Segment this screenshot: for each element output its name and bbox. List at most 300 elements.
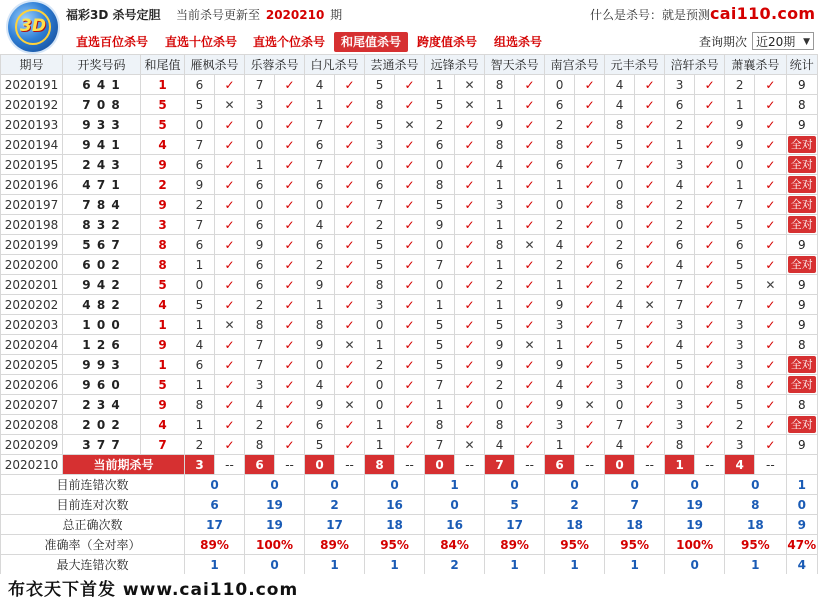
check-icon: ✓ [695,275,725,295]
kill-number-cell: 1 [425,295,455,315]
kill-number-cell: 1 [365,415,395,435]
kill-number-cell: 7 [665,275,695,295]
check-icon: ✓ [575,195,605,215]
kill-number-cell: 5 [425,195,455,215]
issue-cell: 2020202 [1,295,63,315]
check-icon: ✓ [215,335,245,355]
check-icon: ✓ [515,355,545,375]
draw-number-cell: 1 2 6 [63,335,141,355]
check-icon: ✓ [575,295,605,315]
check-icon: ✓ [215,135,245,155]
kill-number-cell: 7 [725,295,755,315]
summary-value: 19 [665,515,725,535]
kill-number-cell: 2 [605,275,635,295]
check-icon: ✓ [455,235,485,255]
current-kill-number: 6 [245,455,275,475]
summary-value: 0 [545,475,605,495]
summary-value: 89% [485,535,545,555]
table-body [1,75,818,595]
pending-dash: -- [515,455,545,475]
check-icon: ✓ [395,415,425,435]
current-period-label: 当前期杀号 [63,455,185,475]
issue-cell: 2020197 [1,195,63,215]
tail-value-cell: 4 [141,415,185,435]
pending-dash: -- [335,455,365,475]
kill-number-cell: 9 [485,355,515,375]
check-icon: ✓ [215,415,245,435]
check-icon: ✓ [395,135,425,155]
kill-number-cell: 8 [245,315,275,335]
check-icon: ✓ [755,175,786,195]
kill-number-cell: 3 [245,95,275,115]
kill-number-cell: 5 [605,355,635,375]
kill-number-cell: 2 [365,355,395,375]
cross-icon: ✕ [575,395,605,415]
summary-value: 0 [725,475,786,495]
table-row [1,255,818,275]
check-icon: ✓ [635,215,665,235]
check-icon: ✓ [755,195,786,215]
kill-number-cell: 6 [305,415,335,435]
summary-value: 16 [365,495,425,515]
check-icon: ✓ [275,215,305,235]
kill-number-cell: 3 [545,315,575,335]
check-icon: ✓ [755,235,786,255]
check-icon: ✓ [275,295,305,315]
check-icon: ✓ [635,135,665,155]
draw-number-cell: 9 4 2 [63,275,141,295]
table-row [1,315,818,335]
pending-dash: -- [635,455,665,475]
check-icon: ✓ [455,215,485,235]
summary-value: 0 [605,475,665,495]
tab-4[interactable]: 和尾值杀号 [334,32,408,52]
summary-value: 17 [185,515,245,535]
all-correct-badge: 全对 [788,216,816,233]
check-icon: ✓ [635,95,665,115]
cross-icon: ✕ [215,95,245,115]
kill-number-cell: 3 [245,375,275,395]
tail-value-cell: 1 [141,75,185,95]
draw-number-cell: 4 8 2 [63,295,141,315]
kill-number-cell: 7 [185,215,215,235]
tail-value-cell: 1 [141,315,185,335]
summary-label: 目前连对次数 [1,495,185,515]
summary-value: 1 [365,555,425,575]
check-icon: ✓ [575,215,605,235]
check-icon: ✓ [755,255,786,275]
issue-cell: 2020209 [1,435,63,455]
kill-number-cell: 8 [365,275,395,295]
kill-number-cell: 0 [485,395,515,415]
all-correct-badge: 全对 [788,376,816,393]
check-icon: ✓ [635,155,665,175]
kill-number-cell: 8 [605,195,635,215]
pending-dash: -- [695,455,725,475]
stat-cell [786,355,817,375]
table-row [1,335,818,355]
check-icon: ✓ [275,195,305,215]
column-header: 元丰杀号 [605,55,665,75]
draw-number-cell: 3 7 7 [63,435,141,455]
kill-number-cell: 0 [365,155,395,175]
kill-number-cell: 5 [605,335,635,355]
check-icon: ✓ [635,195,665,215]
cross-icon: ✕ [455,435,485,455]
current-issue-cell: 2020210 [1,455,63,475]
kill-number-cell: 9 [305,335,335,355]
check-icon: ✓ [515,415,545,435]
kill-number-cell: 3 [665,395,695,415]
pending-dash: -- [275,455,305,475]
check-icon: ✓ [395,355,425,375]
kill-number-cell: 7 [245,355,275,375]
summary-value: 9 [786,515,817,535]
table-row [1,155,818,175]
check-icon: ✓ [275,395,305,415]
summary-value: 1 [185,555,245,575]
check-icon: ✓ [335,275,365,295]
check-icon: ✓ [635,375,665,395]
kill-number-cell: 6 [425,135,455,155]
tail-value-cell: 5 [141,375,185,395]
summary-label: 总正确次数 [1,515,185,535]
column-header: 期号 [1,55,63,75]
check-icon: ✓ [515,215,545,235]
check-icon: ✓ [635,75,665,95]
kill-number-cell: 1 [185,255,215,275]
summary-value: 1 [485,555,545,575]
kill-number-cell: 7 [425,255,455,275]
issue-cell: 2020208 [1,415,63,435]
check-icon: ✓ [575,135,605,155]
check-icon: ✓ [335,295,365,315]
table-row [1,215,818,235]
promo-caption: 什么是杀号：就是预测 [590,8,711,22]
check-icon: ✓ [395,335,425,355]
kill-number-cell: 0 [605,215,635,235]
check-icon: ✓ [575,75,605,95]
cross-icon: ✕ [515,335,545,355]
check-icon: ✓ [755,75,786,95]
kill-number-cell: 8 [485,135,515,155]
kill-number-cell: 7 [305,155,335,175]
draw-number-cell: 2 0 2 [63,415,141,435]
kill-number-cell: 1 [545,275,575,295]
summary-value: 1 [425,475,485,495]
kill-number-cell: 5 [725,255,755,275]
check-icon: ✓ [755,155,786,175]
kill-number-cell: 9 [305,275,335,295]
check-icon: ✓ [275,355,305,375]
all-correct-badge: 全对 [788,136,816,153]
check-icon: ✓ [335,155,365,175]
kill-number-cell: 6 [305,135,335,155]
kill-number-cell: 9 [725,115,755,135]
kill-number-cell: 1 [305,295,335,315]
check-icon: ✓ [455,295,485,315]
pending-dash: -- [755,455,786,475]
check-icon: ✓ [335,175,365,195]
kill-number-cell: 0 [365,395,395,415]
check-icon: ✓ [335,95,365,115]
kill-number-cell: 0 [185,275,215,295]
kill-number-cell: 5 [365,115,395,135]
draw-number-cell: 6 0 2 [63,255,141,275]
kill-number-cell: 2 [665,115,695,135]
kill-number-cell: 0 [305,355,335,375]
check-icon: ✓ [215,175,245,195]
check-icon: ✓ [455,395,485,415]
check-icon: ✓ [275,315,305,335]
stat-cell [786,135,817,155]
kill-number-cell: 1 [725,175,755,195]
kill-number-cell: 6 [185,75,215,95]
check-icon: ✓ [215,275,245,295]
kill-number-cell: 5 [425,95,455,115]
check-icon: ✓ [695,135,725,155]
kill-number-cell: 2 [425,115,455,135]
kill-number-cell: 7 [725,195,755,215]
all-correct-badge: 全对 [788,196,816,213]
check-icon: ✓ [455,195,485,215]
cross-icon: ✕ [455,95,485,115]
kill-number-cell: 9 [245,235,275,255]
summary-value: 95% [725,535,786,555]
table-row [1,395,818,415]
period-label: 查询期次 [699,35,748,49]
check-icon: ✓ [215,195,245,215]
kill-number-cell: 6 [725,235,755,255]
summary-value: 0 [185,475,245,495]
summary-value: 1 [545,555,605,575]
column-header: 智天杀号 [485,55,545,75]
draw-number-cell: 8 3 2 [63,215,141,235]
table-row [1,295,818,315]
check-icon: ✓ [455,275,485,295]
current-kill-number: 4 [725,455,755,475]
draw-number-cell: 9 6 0 [63,375,141,395]
kill-number-cell: 5 [665,355,695,375]
summary-value: 6 [185,495,245,515]
check-icon: ✓ [695,195,725,215]
tail-value-cell: 4 [141,135,185,155]
draw-number-cell: 9 9 3 [63,355,141,375]
tail-value-cell: 9 [141,395,185,415]
kill-number-cell: 9 [185,175,215,195]
summary-value: 4 [786,555,817,575]
kill-number-cell: 8 [665,435,695,455]
check-icon: ✓ [395,435,425,455]
check-icon: ✓ [695,335,725,355]
check-icon: ✓ [695,155,725,175]
check-icon: ✓ [515,255,545,275]
tail-value-cell: 1 [141,355,185,375]
issue-cell: 2020201 [1,275,63,295]
stat-cell: 9 [786,275,817,295]
kill-number-cell: 7 [245,75,275,95]
kill-number-cell: 4 [245,395,275,415]
current-kill-number: 0 [425,455,455,475]
check-icon: ✓ [755,295,786,315]
current-kill-number: 1 [665,455,695,475]
kill-number-cell: 4 [605,75,635,95]
kill-number-cell: 9 [545,355,575,375]
check-icon: ✓ [695,75,725,95]
kill-number-cell: 6 [245,175,275,195]
kill-number-cell: 9 [485,115,515,135]
summary-label: 目前连错次数 [1,475,185,495]
check-icon: ✓ [515,115,545,135]
kill-number-cell: 6 [665,235,695,255]
kill-number-cell: 4 [305,75,335,95]
kill-number-cell: 4 [665,335,695,355]
table-row [1,375,818,395]
pending-dash: -- [395,455,425,475]
check-icon: ✓ [695,435,725,455]
check-icon: ✓ [575,335,605,355]
kill-number-cell: 1 [485,175,515,195]
kill-number-cell: 1 [365,435,395,455]
check-icon: ✓ [575,315,605,335]
check-icon: ✓ [575,155,605,175]
check-icon: ✓ [275,275,305,295]
kill-number-cell: 2 [365,215,395,235]
stat-cell [786,415,817,435]
kill-number-cell: 0 [365,315,395,335]
cross-icon: ✕ [635,295,665,315]
draw-number-cell: 2 4 3 [63,155,141,175]
tab-6[interactable]: 组选杀号 [494,35,543,49]
check-icon: ✓ [275,95,305,115]
kill-number-cell: 6 [305,175,335,195]
issue-cell: 2020193 [1,115,63,135]
tab-5[interactable]: 跨度值杀号 [417,35,478,49]
summary-value: 19 [245,495,305,515]
check-icon: ✓ [455,415,485,435]
summary-value: 2 [425,555,485,575]
check-icon: ✓ [215,115,245,135]
kill-number-cell: 3 [365,135,395,155]
cross-icon: ✕ [515,235,545,255]
kill-number-cell: 2 [245,295,275,315]
check-icon: ✓ [695,395,725,415]
kill-number-cell: 2 [185,435,215,455]
table-row [1,275,818,295]
check-icon: ✓ [755,415,786,435]
check-icon: ✓ [755,95,786,115]
kill-number-cell: 1 [245,155,275,175]
kill-number-cell: 5 [425,315,455,335]
all-correct-badge: 全对 [788,156,816,173]
kill-number-cell: 5 [725,395,755,415]
summary-value: 89% [185,535,245,555]
kill-number-cell: 6 [545,95,575,115]
tail-value-cell: 5 [141,95,185,115]
stat-cell: 9 [786,435,817,455]
check-icon: ✓ [515,155,545,175]
tab-1[interactable]: 直选百位杀号 [76,35,149,49]
draw-number-cell: 2 3 4 [63,395,141,415]
kill-number-cell: 4 [605,295,635,315]
kill-number-cell: 0 [245,195,275,215]
kill-number-cell: 3 [665,75,695,95]
all-correct-badge: 全对 [788,256,816,273]
tab-3[interactable]: 直选个位杀号 [253,35,326,49]
promo-site-link[interactable]: cai110.com [710,4,816,23]
kill-number-cell: 6 [185,155,215,175]
kill-number-cell: 4 [605,95,635,115]
summary-value: 100% [245,535,305,555]
table-row [1,135,818,155]
check-icon: ✓ [695,315,725,335]
kill-number-cell: 0 [245,135,275,155]
column-header: 萧襄杀号 [725,55,786,75]
check-icon: ✓ [215,215,245,235]
stat-cell: 9 [786,315,817,335]
summary-value: 1 [725,555,786,575]
summary-value: 0 [305,475,365,495]
period-select[interactable] [752,32,814,50]
check-icon: ✓ [275,375,305,395]
tail-value-cell: 7 [141,435,185,455]
check-icon: ✓ [335,75,365,95]
issue-suffix: 期 [330,8,343,22]
kill-number-cell: 1 [365,335,395,355]
column-header: 远锋杀号 [425,55,485,75]
kill-number-cell: 5 [605,135,635,155]
check-icon: ✓ [635,275,665,295]
tail-value-cell: 8 [141,255,185,275]
kill-number-cell: 2 [485,375,515,395]
check-icon: ✓ [515,195,545,215]
kill-number-cell: 3 [485,195,515,215]
check-icon: ✓ [275,135,305,155]
issue-update-line [176,6,342,23]
kill-number-cell: 7 [185,135,215,155]
kill-number-cell: 3 [605,375,635,395]
cross-icon: ✕ [335,395,365,415]
issue-cell: 2020195 [1,155,63,175]
summary-value: 1 [605,555,665,575]
summary-row [1,475,818,495]
kill-number-cell: 4 [305,215,335,235]
column-header: 芸通杀号 [365,55,425,75]
lottery-logo [8,2,58,52]
kill-number-cell: 1 [665,135,695,155]
table-header-row [1,55,818,75]
kill-number-cell: 2 [545,255,575,275]
check-icon: ✓ [515,295,545,315]
footer-text: 布衣天下首发 www.cai110.com [8,580,299,600]
kill-number-cell: 0 [725,155,755,175]
table-row [1,195,818,215]
stat-cell: 8 [786,395,817,415]
page-header [0,0,818,54]
kill-number-cell: 3 [545,415,575,435]
check-icon: ✓ [575,415,605,435]
kill-number-cell: 4 [185,335,215,355]
check-icon: ✓ [215,255,245,275]
table-row [1,175,818,195]
draw-number-cell: 9 3 3 [63,115,141,135]
summary-value: 16 [425,515,485,535]
pending-dash: -- [575,455,605,475]
kill-number-cell: 2 [605,235,635,255]
check-icon: ✓ [455,375,485,395]
summary-row [1,515,818,535]
tab-2[interactable]: 直选十位杀号 [165,35,238,49]
